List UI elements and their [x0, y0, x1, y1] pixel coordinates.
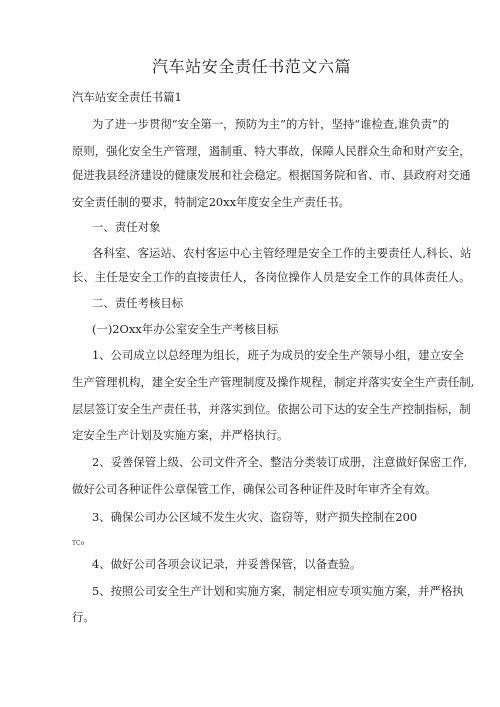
- subsection-heading-office: (一)2Oxx年办公室安全生产考核目标: [92, 322, 279, 336]
- document-subtitle: 汽车站安全责任书篇1: [72, 90, 182, 104]
- intro-line-4: 安全责任制的要求，特制定20xx年度安全生产责任书。: [72, 195, 350, 209]
- document-title: 汽车站安全责任书范文六篇: [152, 57, 352, 76]
- item4-line: 4、做好公司各项会议记录，并妥善保管，以备查验。: [92, 557, 362, 571]
- item3-line: 3、确保公司办公区域不发生火灾、盗窃等，财产损失控制在200: [92, 510, 418, 524]
- intro-line-1: 为了进一步贯彻“安全第一，预防为主”的方针，坚持“谁检查,谁负责”的: [92, 117, 450, 131]
- section1-line-1: 各科室、客运站、农村客运中心主管经理是安全工作的主要责任人,科长、站: [92, 246, 472, 260]
- item1-line-3: 层层签订安全生产责任书，并落实到位。依据公司下达的安全生产控制指标，制: [72, 402, 471, 416]
- item1-line-1: 1、公司成立以总经理为组长，班子为成员的安全生产领导小组，建立安全: [92, 348, 464, 362]
- section-heading-assessment-targets: 二、责任考核目标: [92, 296, 184, 310]
- item2-line-1: 2、妥善保管上级、公司文件齐全、整洁分类装订成册，注意做好保密工作,: [92, 455, 468, 469]
- item1-line-4: 定安全生产计划及实施方案，并严格执行。: [72, 428, 289, 442]
- intro-line-2: 原则，强化安全生产管理，遏制重、特大事故，保障人民群众生命和财产安全，: [72, 144, 471, 158]
- section-heading-responsibility-targets: 一、责任对象: [92, 220, 161, 234]
- item1-line-2: 生产管理机构，建全安全生产管理制度及操作规程，制定并落实安全生产责任制,: [72, 375, 475, 389]
- item3-unit: TCo: [72, 540, 85, 547]
- item2-line-2: 做好公司各种证件公章保管工作，确保公司各种证件及时年审齐全有效。: [72, 482, 437, 496]
- section1-line-2: 长、主任是安全工作的直接责任人，各岗位操作人员是安全工作的具体责任人。: [72, 270, 471, 284]
- item5-line-2: 行。: [72, 610, 95, 624]
- item5-line-1: 5、按照公司安全生产计划和实施方案，制定相应专项实施方案，并严格执: [92, 584, 464, 598]
- intro-line-3: 促进我县经济建设的健康发展和社会稳定。根据国务院和省、市、县政府对交通: [72, 168, 471, 182]
